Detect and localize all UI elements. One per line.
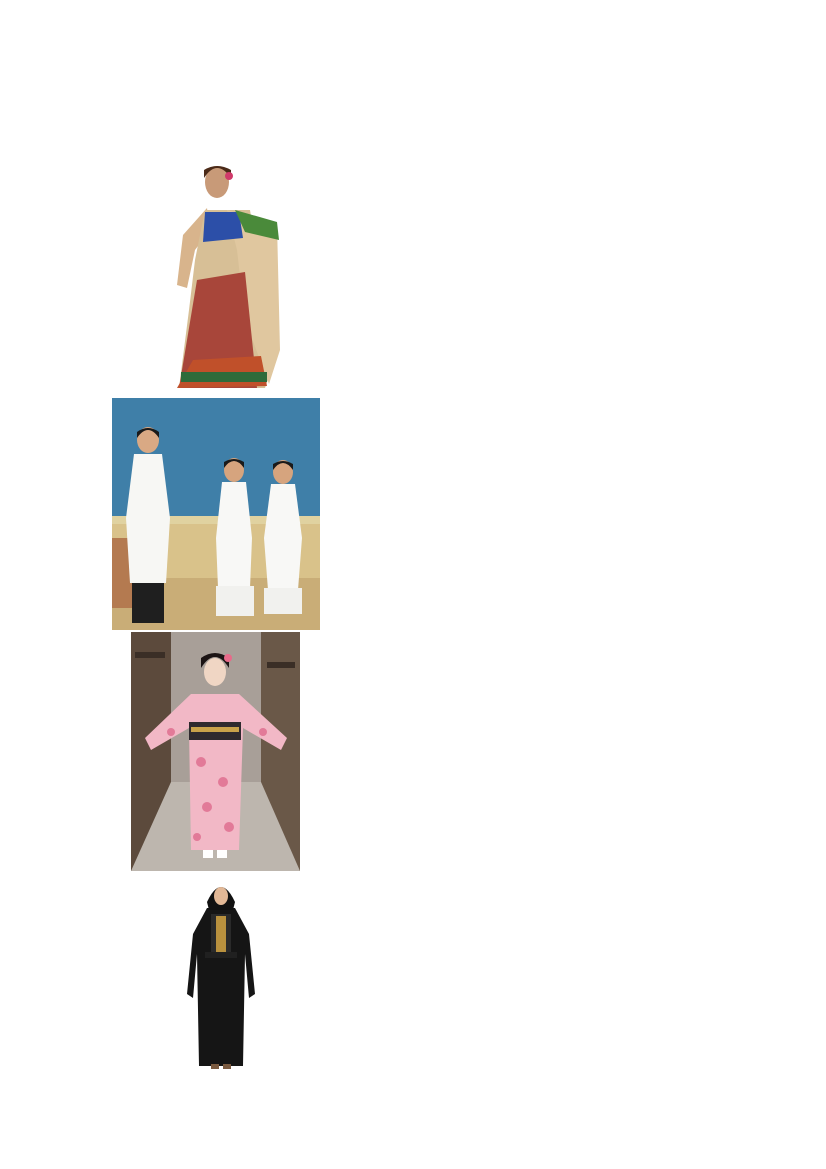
ao-dai-classroom-photo [112,398,320,630]
flower-border-right [778,12,804,1154]
kimono-photo [131,632,300,871]
flower-border-top [22,12,804,38]
flower-border-bottom [22,1128,804,1154]
abaya-photo [183,874,259,1070]
sari-photo [165,160,287,390]
flower-border-left [22,12,48,1154]
